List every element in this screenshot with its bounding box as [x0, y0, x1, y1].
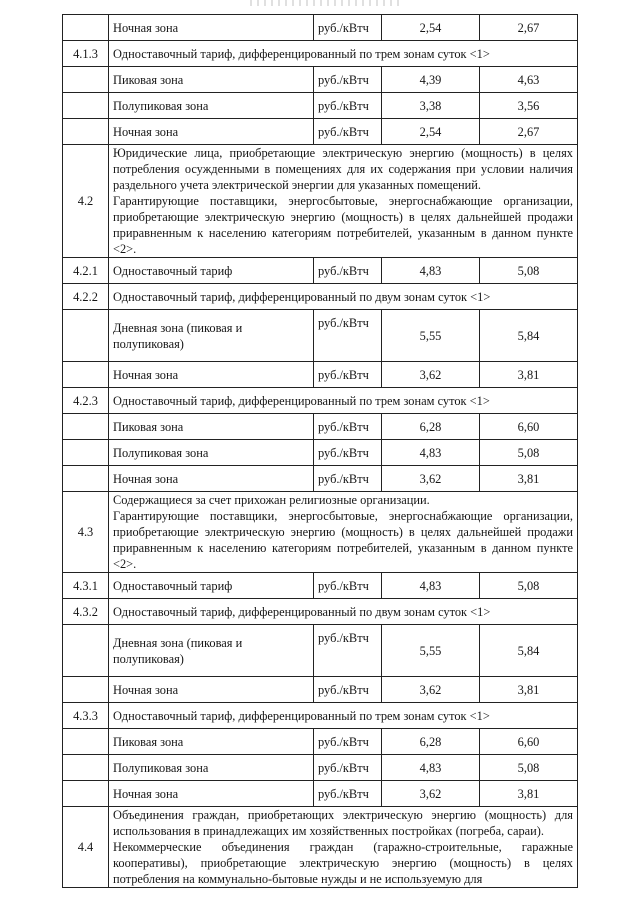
- category-text-line: Содержащиеся за счет прихожан религиозные организации.: [113, 493, 430, 507]
- value-cell-2: 5,08: [480, 440, 578, 466]
- category-text-line: Гарантирующие поставщики, энергосбытовые, энергоснабжающие организации, приобретающие электрическую энергию (мощность) в целях дальнейшей продажи приравненным к населению категориям потребителей, указанным в данном пункте <2>.: [113, 194, 573, 256]
- value-cell-2: 3,56: [480, 93, 578, 119]
- value-cell-1: 6,28: [382, 414, 480, 440]
- table-row: [63, 729, 578, 755]
- unit-cell: руб./кВтч: [314, 440, 382, 466]
- section-row: [63, 703, 578, 729]
- unit-cell: руб./кВтч: [314, 414, 382, 440]
- table-row: [63, 573, 578, 599]
- number-cell: [63, 677, 109, 703]
- unit-cell: руб./кВтч: [314, 781, 382, 807]
- value-cell-1: 3,62: [382, 781, 480, 807]
- unit-cell: руб./кВтч: [314, 573, 382, 599]
- number-cell: [63, 440, 109, 466]
- unit-cell: руб./кВтч: [314, 625, 382, 677]
- value-cell-2: 6,60: [480, 414, 578, 440]
- unit-cell: руб./кВтч: [314, 119, 382, 145]
- unit-cell: руб./кВтч: [314, 15, 382, 41]
- number-cell: [63, 625, 109, 677]
- number-cell: [63, 67, 109, 93]
- category-text-line: Объединения граждан, приобретающих электрическую энергию (мощность) для использования в принадлежащих им хозяйственных постройках (погреба, сараи).: [113, 808, 573, 838]
- table-row: [63, 755, 578, 781]
- unit-cell: руб./кВтч: [314, 466, 382, 492]
- table-row: [63, 362, 578, 388]
- section-heading: Одноставочный тариф, дифференцированный по трем зонам суток <1>: [109, 388, 578, 414]
- category-row: [63, 145, 578, 258]
- tariff-label: Ночная зона: [109, 15, 314, 41]
- category-description: [109, 145, 578, 258]
- item-number: 4.1.3: [63, 41, 109, 67]
- value-cell-2: 5,08: [480, 258, 578, 284]
- tariff-label: Дневная зона (пиковая и полупиковая): [109, 625, 314, 677]
- table-row: [63, 67, 578, 93]
- section-row: [63, 284, 578, 310]
- value-cell-1: 3,62: [382, 362, 480, 388]
- unit-cell: руб./кВтч: [314, 310, 382, 362]
- unit-cell: руб./кВтч: [314, 677, 382, 703]
- table-row: [63, 625, 578, 677]
- number-cell: [63, 310, 109, 362]
- category-description: [109, 492, 578, 573]
- value-cell-1: 3,62: [382, 677, 480, 703]
- item-number: 4.2.2: [63, 284, 109, 310]
- value-cell-1: 4,83: [382, 755, 480, 781]
- tariff-label: Пиковая зона: [109, 414, 314, 440]
- tariff-label: Дневная зона (пиковая и полупиковая): [109, 310, 314, 362]
- value-cell-2: 5,08: [480, 755, 578, 781]
- value-cell-1: 2,54: [382, 15, 480, 41]
- value-cell-2: 3,81: [480, 677, 578, 703]
- number-cell: [63, 93, 109, 119]
- tariff-label: Ночная зона: [109, 677, 314, 703]
- value-cell-2: 5,84: [480, 625, 578, 677]
- value-cell-1: 5,55: [382, 310, 480, 362]
- table-row: [63, 93, 578, 119]
- number-cell: [63, 362, 109, 388]
- item-number: 4.2: [63, 145, 109, 258]
- value-cell-2: 3,81: [480, 781, 578, 807]
- tariff-label: Пиковая зона: [109, 729, 314, 755]
- section-row: [63, 599, 578, 625]
- item-number: 4.4: [63, 807, 109, 888]
- unit-cell: руб./кВтч: [314, 755, 382, 781]
- table-row: [63, 414, 578, 440]
- category-text-line: Некоммерческие объединения граждан (гаражно-строительные, гаражные кооперативы), приобретающие электрическую энергию (мощность) в целях потребления на коммунально-бытовые нужды и не используемую для: [113, 840, 573, 886]
- unit-cell: руб./кВтч: [314, 729, 382, 755]
- value-cell-1: 4,83: [382, 440, 480, 466]
- unit-cell: руб./кВтч: [314, 362, 382, 388]
- value-cell-2: 5,84: [480, 310, 578, 362]
- value-cell-2: 5,08: [480, 573, 578, 599]
- number-cell: [63, 729, 109, 755]
- tariff-label: Полупиковая зона: [109, 440, 314, 466]
- section-heading: Одноставочный тариф, дифференцированный по двум зонам суток <1>: [109, 284, 578, 310]
- value-cell-1: 6,28: [382, 729, 480, 755]
- item-number: 4.3.1: [63, 573, 109, 599]
- unit-cell: руб./кВтч: [314, 93, 382, 119]
- value-cell-2: 6,60: [480, 729, 578, 755]
- item-number: 4.3.3: [63, 703, 109, 729]
- number-cell: [63, 414, 109, 440]
- tariff-label: Полупиковая зона: [109, 93, 314, 119]
- value-cell-2: 2,67: [480, 119, 578, 145]
- section-heading: Одноставочный тариф, дифференцированный по трем зонам суток <1>: [109, 41, 578, 67]
- number-cell: [63, 15, 109, 41]
- section-row: [63, 41, 578, 67]
- value-cell-1: 5,55: [382, 625, 480, 677]
- section-heading: Одноставочный тариф, дифференцированный по трем зонам суток <1>: [109, 703, 578, 729]
- tariff-table: [62, 14, 578, 888]
- unit-cell: руб./кВтч: [314, 258, 382, 284]
- tariff-label: Одноставочный тариф: [109, 258, 314, 284]
- table-row: [63, 310, 578, 362]
- tariff-label: Полупиковая зона: [109, 755, 314, 781]
- item-number: 4.3.2: [63, 599, 109, 625]
- table-row: [63, 466, 578, 492]
- tariff-label: Ночная зона: [109, 466, 314, 492]
- value-cell-1: 4,83: [382, 258, 480, 284]
- scan-artifact: [250, 0, 400, 6]
- section-heading: Одноставочный тариф, дифференцированный по двум зонам суток <1>: [109, 599, 578, 625]
- number-cell: [63, 119, 109, 145]
- category-description: [109, 807, 578, 888]
- tariff-label: Одноставочный тариф: [109, 573, 314, 599]
- value-cell-2: 2,67: [480, 15, 578, 41]
- value-cell-1: 4,39: [382, 67, 480, 93]
- number-cell: [63, 755, 109, 781]
- item-number: 4.2.3: [63, 388, 109, 414]
- unit-cell: руб./кВтч: [314, 67, 382, 93]
- value-cell-2: 4,63: [480, 67, 578, 93]
- category-row: [63, 807, 578, 888]
- table-row: [63, 258, 578, 284]
- value-cell-2: 3,81: [480, 362, 578, 388]
- number-cell: [63, 781, 109, 807]
- value-cell-1: 2,54: [382, 119, 480, 145]
- tariff-label: Ночная зона: [109, 362, 314, 388]
- item-number: 4.2.1: [63, 258, 109, 284]
- table-row: [63, 15, 578, 41]
- tariff-label: Пиковая зона: [109, 67, 314, 93]
- tariff-label: Ночная зона: [109, 781, 314, 807]
- category-row: [63, 492, 578, 573]
- table-row: [63, 781, 578, 807]
- table-row: [63, 677, 578, 703]
- value-cell-1: 4,83: [382, 573, 480, 599]
- value-cell-1: 3,38: [382, 93, 480, 119]
- value-cell-2: 3,81: [480, 466, 578, 492]
- tariff-label: Ночная зона: [109, 119, 314, 145]
- table-row: [63, 440, 578, 466]
- category-text-line: Гарантирующие поставщики, энергосбытовые, энергоснабжающие организации, приобретающие электрическую энергию (мощность) в целях дальнейшей продажи приравненным к населению категориям потребителей, указанным в данном пункте <2>.: [113, 509, 573, 571]
- table-row: [63, 119, 578, 145]
- item-number: 4.3: [63, 492, 109, 573]
- number-cell: [63, 466, 109, 492]
- value-cell-1: 3,62: [382, 466, 480, 492]
- section-row: [63, 388, 578, 414]
- category-text-line: Юридические лица, приобретающие электрическую энергию (мощность) в целях потребления осужденными в помещениях для их содержания при условии наличия раздельного учета электрической энергии для указанных помещений.: [113, 146, 573, 192]
